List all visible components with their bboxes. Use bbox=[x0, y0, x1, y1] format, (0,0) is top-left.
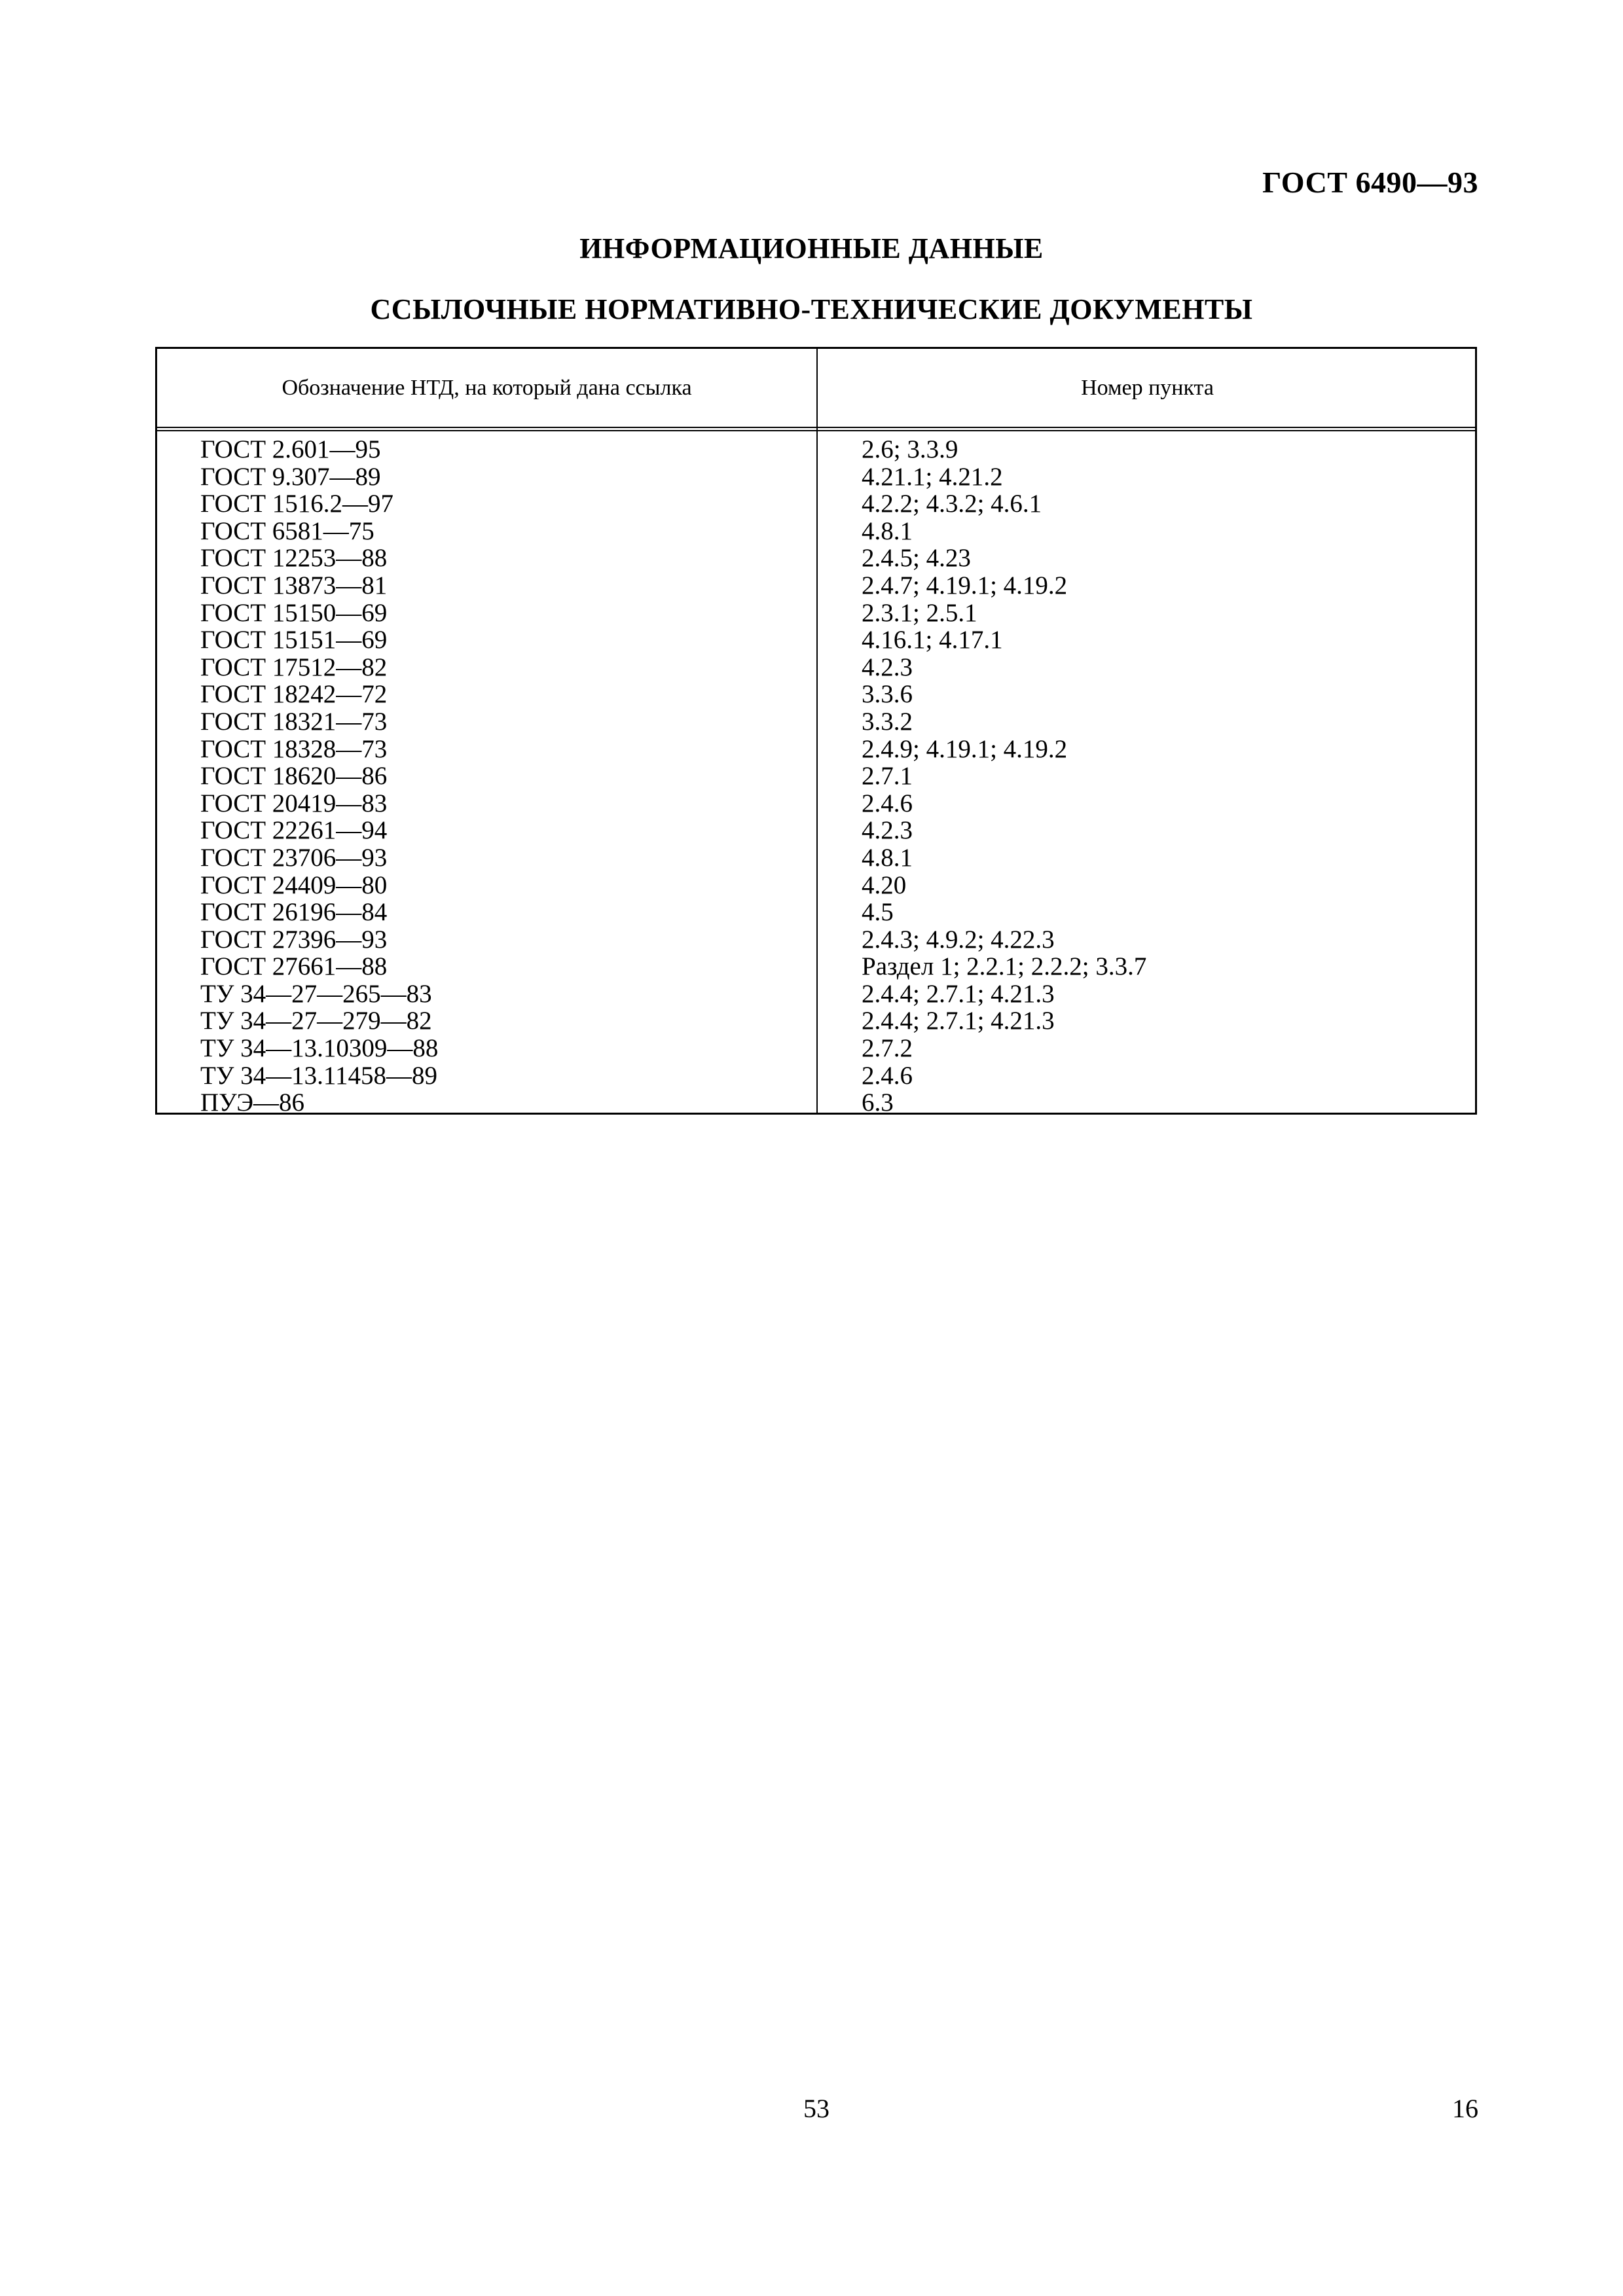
cell-document: ГОСТ 2.601—95 bbox=[200, 435, 381, 463]
table-row bbox=[157, 518, 1475, 545]
cell-clause: 2.4.9; 4.19.1; 4.19.2 bbox=[862, 734, 1068, 763]
cell-clause: 2.6; 3.3.9 bbox=[862, 435, 958, 463]
cell-document: ГОСТ 26196—84 bbox=[200, 898, 388, 927]
cell-document: ГОСТ 18242—72 bbox=[200, 680, 388, 709]
table-row bbox=[157, 817, 1475, 844]
table-row bbox=[157, 899, 1475, 926]
cell-clause: 2.4.4; 2.7.1; 4.21.3 bbox=[862, 1007, 1055, 1035]
cell-document: ГОСТ 12253—88 bbox=[200, 544, 388, 573]
table-row bbox=[157, 872, 1475, 899]
cell-document: ГОСТ 27396—93 bbox=[200, 925, 388, 954]
table-row bbox=[157, 708, 1475, 736]
cell-document: ГОСТ 15151—69 bbox=[200, 626, 388, 655]
cell-document: ГОСТ 9.307—89 bbox=[200, 462, 381, 491]
table-row bbox=[157, 436, 1475, 463]
cell-clause: 2.4.3; 4.9.2; 4.22.3 bbox=[862, 925, 1055, 954]
column-header-document: Обозначение НТД, на который дана ссылка bbox=[282, 375, 692, 400]
header-rule-double bbox=[157, 430, 1475, 431]
cell-clause: 4.2.3 bbox=[862, 816, 913, 845]
references-table bbox=[155, 347, 1477, 1115]
cell-clause: 4.21.1; 4.21.2 bbox=[862, 462, 1003, 491]
table-row bbox=[157, 736, 1475, 763]
page-number-right: 16 bbox=[1452, 2094, 1478, 2123]
cell-clause: 2.7.2 bbox=[862, 1034, 913, 1063]
cell-clause: 4.5 bbox=[862, 898, 894, 927]
cell-clause: 4.8.1 bbox=[862, 516, 913, 545]
table-row bbox=[157, 654, 1475, 681]
cell-clause: 2.4.5; 4.23 bbox=[862, 544, 971, 573]
table-row bbox=[157, 600, 1475, 627]
table-row bbox=[157, 463, 1475, 491]
cell-clause: 4.2.3 bbox=[862, 653, 913, 681]
cell-clause: 2.4.6 bbox=[862, 1061, 913, 1090]
cell-document: ТУ 34—13.10309—88 bbox=[200, 1034, 439, 1063]
cell-clause: 2.3.1; 2.5.1 bbox=[862, 598, 977, 627]
table-row bbox=[157, 844, 1475, 872]
cell-document: ГОСТ 23706—93 bbox=[200, 843, 388, 872]
table-row bbox=[157, 790, 1475, 817]
table-row bbox=[157, 490, 1475, 518]
cell-document: ГОСТ 18620—86 bbox=[200, 762, 388, 791]
cell-clause: 3.3.6 bbox=[862, 680, 913, 709]
cell-clause: 2.4.4; 2.7.1; 4.21.3 bbox=[862, 979, 1055, 1008]
cell-document: ГОСТ 13873—81 bbox=[200, 571, 388, 600]
cell-document: ГОСТ 15150—69 bbox=[200, 598, 388, 627]
table-row bbox=[157, 572, 1475, 600]
table-row bbox=[157, 762, 1475, 790]
cell-document: ГОСТ 17512—82 bbox=[200, 653, 388, 681]
table-row bbox=[157, 1007, 1475, 1035]
cell-document: ТУ 34—27—265—83 bbox=[200, 979, 432, 1008]
cell-document: ГОСТ 27661—88 bbox=[200, 952, 388, 981]
cell-document: ГОСТ 20419—83 bbox=[200, 789, 388, 817]
table-row bbox=[157, 980, 1475, 1008]
cell-document: ТУ 34—27—279—82 bbox=[200, 1007, 432, 1035]
table-row bbox=[157, 1062, 1475, 1090]
document-code: ГОСТ 6490—93 bbox=[1262, 166, 1478, 199]
cell-clause: 4.20 bbox=[862, 870, 907, 899]
table-row bbox=[157, 626, 1475, 654]
cell-document: ГОСТ 6581—75 bbox=[200, 516, 374, 545]
cell-clause: 4.8.1 bbox=[862, 843, 913, 872]
cell-document: ГОСТ 24409—80 bbox=[200, 870, 388, 899]
cell-clause: 3.3.2 bbox=[862, 707, 913, 736]
cell-clause: Раздел 1; 2.2.1; 2.2.2; 3.3.7 bbox=[862, 952, 1147, 981]
cell-document: ТУ 34—13.11458—89 bbox=[200, 1061, 437, 1090]
table-body bbox=[157, 436, 1475, 1117]
cell-document: ГОСТ 1516.2—97 bbox=[200, 490, 394, 518]
table-row bbox=[157, 953, 1475, 980]
table-row bbox=[157, 1089, 1475, 1117]
table-row bbox=[157, 926, 1475, 954]
header-rule bbox=[157, 427, 1475, 428]
cell-clause: 2.7.1 bbox=[862, 762, 913, 791]
cell-clause: 6.3 bbox=[862, 1088, 894, 1117]
section-title: ИНФОРМАЦИОННЫЕ ДАННЫЕ bbox=[579, 232, 1044, 264]
cell-document: ПУЭ—86 bbox=[200, 1088, 305, 1117]
cell-document: ГОСТ 18321—73 bbox=[200, 707, 388, 736]
table-row bbox=[157, 545, 1475, 572]
column-header-clause: Номер пункта bbox=[1081, 375, 1214, 400]
cell-clause: 4.2.2; 4.3.2; 4.6.1 bbox=[862, 490, 1042, 518]
section-subtitle: ССЫЛОЧНЫЕ НОРМАТИВНО-ТЕХНИЧЕСКИЕ ДОКУМЕНТЫ bbox=[370, 293, 1253, 325]
cell-clause: 2.4.6 bbox=[862, 789, 913, 817]
cell-document: ГОСТ 18328—73 bbox=[200, 734, 388, 763]
cell-clause: 2.4.7; 4.19.1; 4.19.2 bbox=[862, 571, 1068, 600]
table-row bbox=[157, 681, 1475, 708]
table-row bbox=[157, 1035, 1475, 1062]
cell-clause: 4.16.1; 4.17.1 bbox=[862, 626, 1003, 655]
cell-document: ГОСТ 22261—94 bbox=[200, 816, 388, 845]
page-number-center: 53 bbox=[803, 2094, 830, 2123]
